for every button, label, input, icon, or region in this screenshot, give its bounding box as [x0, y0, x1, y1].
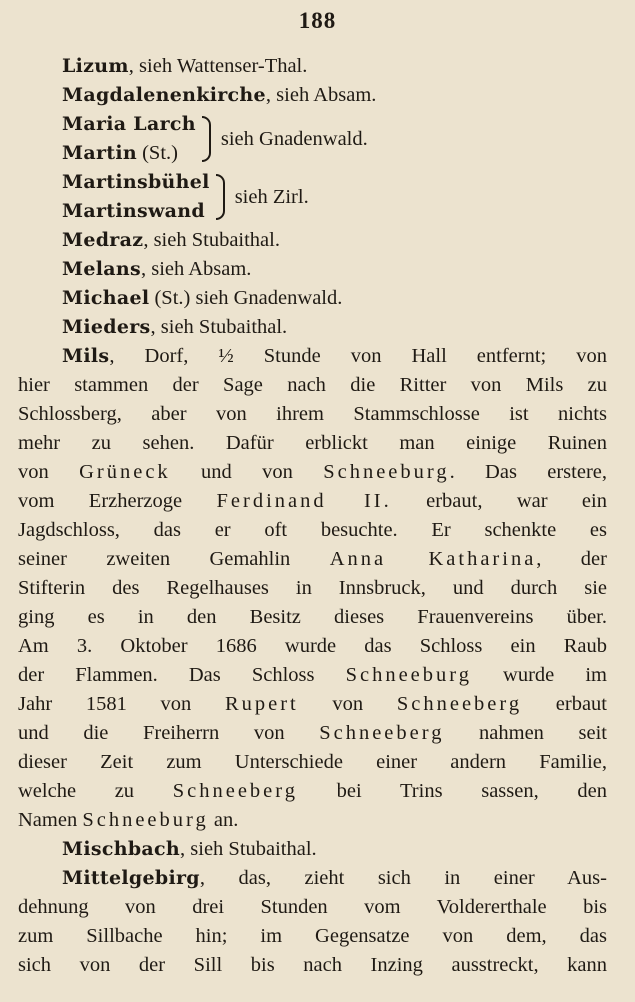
entry-group-gnadenwald — [18, 110, 607, 168]
brace-icon — [216, 174, 225, 220]
text-line: mehr zu sehen. Dafür erblickt man einige Ruinen — [18, 432, 607, 454]
entry-lizum — [18, 52, 607, 81]
page-number: 188 — [298, 8, 337, 33]
text-line: dieser Zeit zum Unterschiede einer andern Familie, — [18, 751, 607, 773]
entry-text: , sieh Absam. — [265, 84, 377, 106]
headword: Maria Larch — [62, 113, 196, 135]
headword: Mils — [62, 345, 110, 367]
group-headwords — [62, 110, 196, 168]
entry-text: , sieh Stubaithal. — [143, 229, 280, 251]
entry-melans — [18, 255, 607, 284]
entry-text: , sieh Stubaithal. — [180, 838, 317, 860]
entry-text: (St.) sieh Gnadenwald. — [149, 287, 343, 309]
entry-text: , sieh Absam. — [140, 258, 252, 280]
entry-text: , sieh Wattenser-Thal. — [128, 55, 308, 77]
entry-martinsbuehel — [62, 168, 210, 197]
text-line: sich von der Sill bis nach Inzing ausstreckt, kann — [18, 954, 607, 976]
text-line: von Grüneck und von Schneeburg. Das erstere, — [18, 461, 608, 483]
text-line: Mils, Dorf, ½ Stunde von Hall entfernt; von — [62, 345, 607, 367]
entry-martinswand — [62, 197, 210, 226]
entry-maria-larch — [62, 110, 196, 139]
headword: Martinswand — [62, 200, 205, 222]
headword: Mischbach — [62, 838, 181, 860]
headword: Martin — [62, 142, 137, 164]
entry-medraz — [18, 226, 607, 255]
text-line: dehnung von drei Stunden vom Voldererthale bis — [18, 896, 607, 918]
headword: Melans — [62, 258, 141, 280]
headword: Medraz — [62, 229, 144, 251]
entry-michael — [18, 284, 607, 313]
text-line: Namen Schneeburg an. — [18, 809, 239, 831]
brace-icon — [202, 116, 211, 162]
text-line: Stifterin des Regelhauses in Innsbruck, und durch sie — [18, 577, 607, 599]
text-line: Jagdschloss, das er oft besuchte. Er schenkte es — [18, 519, 607, 541]
entry-mittelgebirg — [18, 864, 607, 980]
entry-mieders — [18, 313, 607, 342]
page-body — [18, 52, 607, 980]
entry-martin — [62, 139, 196, 168]
text-line: welche zu Schneeberg bei Trins sassen, den — [18, 780, 607, 802]
group-target: sieh Zirl. — [234, 185, 309, 208]
entry-group-zirl — [18, 168, 607, 226]
entry-mils — [18, 342, 607, 835]
text-line: Schlossberg, aber von ihrem Stammschlosse ist nichts — [18, 403, 607, 425]
headword: Mittelgebirg — [62, 867, 200, 889]
headword: Michael — [62, 287, 150, 309]
text-line: Jahr 1581 von Rupert von Schneeberg erbaut — [18, 693, 608, 715]
headword: Mieders — [62, 316, 151, 338]
text-line: seiner zweiten Gemahlin Anna Katharina, der — [18, 548, 607, 570]
group-target: sieh Gnadenwald. — [220, 127, 368, 150]
entry-magdalenenkirche — [18, 81, 607, 110]
text-line: zum Sillbache hin; im Gegensatze von dem, das — [18, 925, 607, 947]
text-line: und die Freiherrn von Schneeberg nahmen seit — [18, 722, 607, 744]
text-line: Mittelgebirg, das, zieht sich in einer Aus- — [62, 867, 607, 889]
headword: Magdalenenkirche — [62, 84, 266, 106]
entry-mischbach — [18, 835, 607, 864]
text-line: der Flammen. Das Schloss Schneeburg wurde im — [18, 664, 607, 686]
text-line: vom Erzherzoge Ferdinand II. erbaut, war ein — [18, 490, 607, 512]
group-headwords — [62, 168, 210, 226]
headword: Lizum — [62, 55, 129, 77]
entry-text: , sieh Stubaithal. — [150, 316, 288, 338]
text-line: hier stammen der Sage nach die Ritter von Mils zu — [18, 374, 607, 396]
entry-text: (St.) — [136, 142, 178, 164]
text-line: ging es in den Besitz dieses Frauenvereins über. — [18, 606, 607, 628]
headword: Martinsbühel — [62, 171, 210, 193]
text-line: Am 3. Oktober 1686 wurde das Schloss ein Raub — [18, 635, 607, 657]
